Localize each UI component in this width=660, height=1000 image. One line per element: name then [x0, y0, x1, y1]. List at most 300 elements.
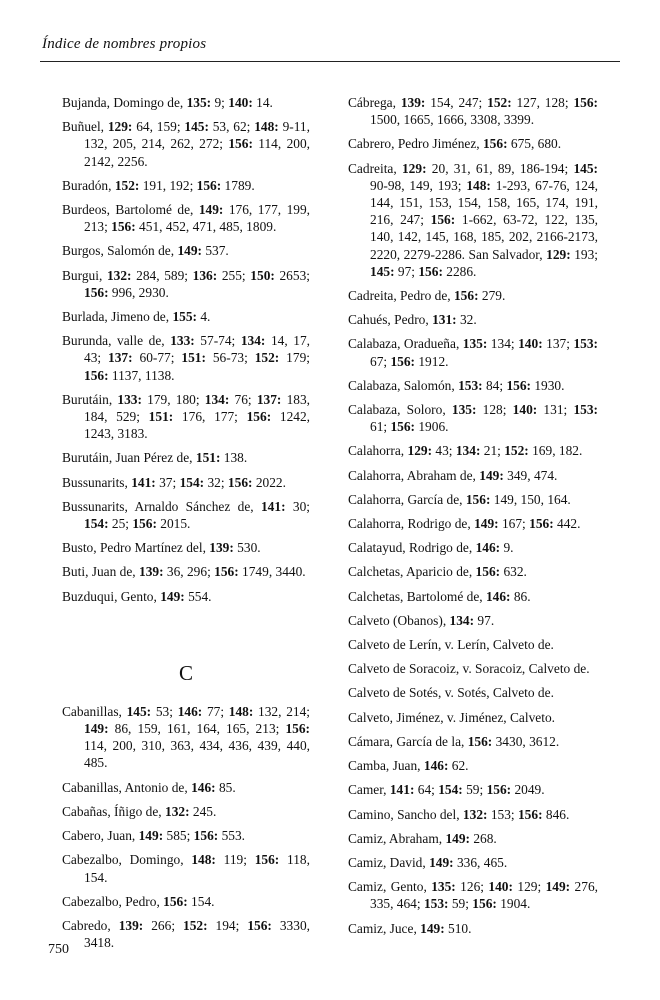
- entry-text: 169, 182.: [528, 443, 583, 459]
- index-entry: [348, 94, 598, 128]
- entry-text: 119;: [215, 852, 255, 868]
- entry-text: 129;: [512, 879, 546, 895]
- entry-text: 1904.: [496, 896, 531, 912]
- entry-text: Burutáin, Juan Pérez de,: [62, 450, 196, 466]
- entry-text: 134;: [487, 336, 519, 352]
- index-entry: [62, 893, 310, 910]
- volume-number: 156:: [228, 136, 253, 152]
- entry-text: 154.: [187, 893, 215, 909]
- entry-text: 530.: [233, 540, 261, 556]
- volume-number: 139:: [209, 540, 234, 556]
- entry-text: 1906.: [415, 419, 449, 435]
- volume-number: 151:: [181, 350, 206, 366]
- entry-text: 149, 150, 164.: [490, 491, 571, 507]
- entry-text: 9-11, 132, 205, 214, 262, 272;: [84, 119, 310, 152]
- entry-text: 37;: [155, 474, 180, 490]
- index-entry: [62, 827, 310, 844]
- entry-text: Cabezalbo, Domingo,: [62, 852, 192, 868]
- index-entry: [348, 539, 598, 556]
- index-entry: [348, 442, 598, 459]
- index-entry: [348, 854, 598, 871]
- index-entry: [348, 709, 598, 726]
- volume-number: 137:: [108, 350, 133, 366]
- entry-text: 14, 17, 43;: [84, 333, 311, 366]
- volume-number: 149:: [474, 516, 499, 532]
- volume-number: 156:: [465, 491, 491, 507]
- volume-number: 132:: [106, 267, 132, 283]
- entry-text: 2049.: [511, 782, 545, 798]
- index-entry: [348, 660, 598, 677]
- entry-text: 996, 2930.: [108, 284, 169, 300]
- index-entry: [348, 878, 598, 912]
- volume-number: 135:: [451, 402, 477, 418]
- entry-text: 336, 465.: [453, 854, 508, 870]
- entry-text: 59;: [448, 896, 473, 912]
- entry-text: 36, 296;: [163, 564, 215, 580]
- index-entry: [62, 474, 310, 491]
- entry-text: Cámara, García de la,: [348, 733, 468, 749]
- entries-b-section: [62, 94, 310, 605]
- volume-number: 156:: [132, 516, 157, 532]
- volume-number: 139:: [118, 917, 144, 933]
- volume-number: 133:: [170, 333, 195, 349]
- entry-text: 349, 474.: [503, 467, 558, 483]
- entry-text: 632.: [500, 564, 527, 580]
- volume-number: 137:: [256, 391, 282, 407]
- section-letter: C: [178, 660, 193, 685]
- entry-text: Cadreita, Pedro de,: [348, 288, 454, 304]
- index-entry: [62, 917, 310, 951]
- volume-number: 156:: [475, 564, 501, 580]
- volume-number: 152:: [114, 177, 140, 193]
- index-entry: [62, 308, 310, 325]
- index-entry: [62, 588, 310, 605]
- volume-number: 146:: [423, 758, 449, 774]
- entry-text: Calatayud, Rodrigo de,: [348, 540, 476, 556]
- entry-text: 67;: [370, 353, 391, 369]
- volume-number: 135:: [431, 879, 456, 895]
- entry-text: Buzduqui, Gento,: [62, 588, 161, 604]
- volume-number: 151:: [195, 450, 221, 466]
- volume-number: 156:: [472, 896, 497, 912]
- index-entry: [348, 491, 598, 508]
- index-entry: [62, 851, 310, 885]
- entry-text: 61;: [370, 419, 391, 435]
- entry-text: 138.: [220, 450, 248, 466]
- entry-text: Cadreita,: [348, 160, 402, 176]
- entry-text: 176, 177;: [173, 409, 247, 425]
- volume-number: 148:: [191, 852, 216, 868]
- index-entry: [62, 177, 310, 194]
- index-entry: [348, 160, 598, 280]
- volume-number: 146:: [485, 588, 511, 604]
- entry-text: Burlada, Jimeno de,: [62, 309, 173, 325]
- entry-text: 21;: [480, 443, 505, 459]
- index-entry: [348, 515, 598, 532]
- entry-text: 846.: [542, 806, 570, 822]
- volume-number: 149:: [198, 202, 224, 218]
- entry-text: 3330, 3418.: [84, 917, 310, 951]
- volume-number: 149:: [429, 854, 454, 870]
- volume-number: 148:: [254, 119, 279, 135]
- entry-text: Buradón,: [62, 177, 115, 193]
- entry-text: Calabaza, Salomón,: [348, 377, 459, 393]
- volume-number: 156:: [573, 95, 598, 110]
- volume-number: 153:: [423, 896, 449, 912]
- volume-number: 156:: [390, 419, 416, 435]
- volume-number: 149:: [479, 467, 504, 483]
- volume-number: 154:: [179, 474, 205, 490]
- volume-number: 156:: [214, 564, 239, 580]
- volume-number: 131:: [432, 312, 457, 328]
- volume-number: 156:: [285, 721, 310, 737]
- volume-number: 153:: [573, 336, 598, 352]
- volume-number: 135:: [462, 336, 488, 352]
- volume-number: 156:: [453, 288, 479, 304]
- entry-text: Burgui,: [62, 267, 107, 283]
- index-entry: [348, 377, 598, 394]
- volume-number: 146:: [177, 703, 203, 719]
- entry-text: Calchetas, Aparicio de,: [348, 564, 476, 580]
- entry-text: 1137, 1138.: [108, 367, 175, 383]
- entry-text: 62.: [448, 758, 469, 774]
- volume-number: 155:: [172, 309, 197, 325]
- index-entry: [62, 267, 310, 301]
- entry-text: Calabaza, Oradueña,: [348, 336, 463, 352]
- entry-text: Calahorra, García de,: [348, 491, 466, 507]
- entry-text: 255;: [217, 267, 251, 283]
- volume-number: 156:: [246, 409, 272, 425]
- index-entry: [348, 612, 598, 629]
- volume-number: 156:: [529, 516, 554, 532]
- volume-number: 134:: [455, 443, 481, 459]
- entry-text: 3430, 3612.: [492, 733, 560, 749]
- entry-text: 90-98, 149, 193;: [370, 177, 467, 193]
- entry-text: 183, 184, 529;: [84, 391, 310, 425]
- entry-text: Buñuel,: [62, 119, 108, 135]
- entry-text: 554.: [184, 588, 212, 604]
- entry-text: 53;: [151, 703, 178, 719]
- index-entry: [348, 733, 598, 750]
- volume-number: 149:: [138, 828, 164, 844]
- entry-text: Camiz, Abraham,: [348, 830, 446, 846]
- index-entry: [348, 467, 598, 484]
- entry-text: Camiz, Gento,: [348, 879, 432, 895]
- entry-text: Cabezalbo, Pedro,: [62, 893, 164, 909]
- index-entry: [348, 830, 598, 847]
- entry-text: 4.: [197, 309, 211, 325]
- entry-text: 59;: [462, 782, 487, 798]
- volume-number: 145:: [370, 263, 395, 279]
- volume-number: 154:: [84, 516, 109, 532]
- entry-text: 9.: [500, 540, 514, 556]
- entry-text: 2022.: [252, 474, 286, 490]
- volume-number: 134:: [204, 391, 230, 407]
- volume-number: 136:: [192, 267, 218, 283]
- entry-text: 128;: [476, 402, 513, 418]
- volume-number: 152:: [254, 350, 280, 366]
- index-entry: [348, 757, 598, 774]
- index-entry: [62, 391, 310, 443]
- entry-text: 179, 180;: [141, 391, 205, 407]
- volume-number: 140:: [512, 402, 538, 418]
- volume-number: 129:: [107, 119, 133, 135]
- entry-text: 56-73;: [205, 350, 255, 366]
- entry-text: 193;: [570, 246, 599, 262]
- entry-text: 97;: [394, 263, 419, 279]
- entries-c-section: [62, 703, 310, 951]
- volume-number: 151:: [148, 409, 174, 425]
- volume-number: 146:: [475, 540, 501, 556]
- entry-text: Cabredo,: [62, 917, 119, 933]
- entry-text: Cabero, Juan,: [62, 828, 139, 844]
- volume-number: 148:: [228, 703, 254, 719]
- entry-text: Calveto, Jiménez, v. Jiménez, Calveto.: [348, 709, 555, 725]
- entry-text: Calveto de Lerín, v. Lerín, Calveto de.: [348, 637, 554, 653]
- entry-text: 153;: [487, 806, 518, 822]
- entry-text: Camiz, Juce,: [348, 920, 421, 936]
- volume-number: 156:: [486, 782, 512, 798]
- entry-text: 268.: [469, 830, 497, 846]
- volume-number: 149:: [177, 243, 202, 259]
- volume-number: 156:: [163, 893, 188, 909]
- volume-number: 156:: [227, 474, 253, 490]
- entry-text: 284, 589;: [131, 267, 193, 283]
- entry-text: 451, 452, 471, 485, 1809.: [135, 219, 277, 235]
- volume-number: 145:: [126, 703, 152, 719]
- volume-number: 154:: [438, 782, 463, 798]
- index-entry: [62, 201, 310, 235]
- entry-text: Busto, Pedro Martínez del,: [62, 540, 210, 556]
- entry-text: 553.: [218, 828, 245, 844]
- volume-number: 156:: [254, 852, 280, 868]
- volume-number: 145:: [184, 119, 209, 135]
- volume-number: 139:: [139, 564, 164, 580]
- volume-number: 135:: [186, 95, 212, 110]
- index-entry: [62, 703, 310, 772]
- volume-number: 141:: [389, 782, 415, 798]
- entry-text: Calahorra, Abraham de,: [348, 467, 480, 483]
- index-entry: [348, 588, 598, 605]
- volume-number: 141:: [131, 474, 156, 490]
- entry-text: 675, 680.: [507, 136, 562, 152]
- volume-number: 140:: [228, 95, 253, 110]
- volume-number: 149:: [84, 721, 109, 737]
- entry-text: 53, 62;: [208, 119, 255, 135]
- entry-text: 1912.: [415, 353, 449, 369]
- volume-number: 156:: [418, 263, 443, 279]
- entry-text: 9;: [211, 95, 229, 110]
- volume-number: 156:: [517, 806, 543, 822]
- entry-text: 245.: [189, 803, 217, 819]
- index-entry: [62, 94, 310, 111]
- volume-number: 152:: [183, 917, 208, 933]
- entry-text: Calveto (Obanos),: [348, 612, 450, 628]
- volume-number: 129:: [407, 443, 433, 459]
- entry-text: 76;: [229, 391, 257, 407]
- page-number: 750: [48, 942, 69, 957]
- index-entry: [62, 449, 310, 466]
- index-entry: [348, 401, 598, 435]
- volume-number: 156:: [84, 367, 109, 383]
- volume-number: 156:: [84, 284, 109, 300]
- entry-text: Camiz, David,: [348, 854, 430, 870]
- entry-text: 1242, 1243, 3183.: [84, 409, 310, 442]
- volume-number: 149:: [545, 879, 571, 895]
- volume-number: 156:: [467, 733, 493, 749]
- entry-text: Cábrega,: [348, 95, 401, 110]
- entry-text: 86, 159, 161, 164, 165, 213;: [108, 721, 286, 737]
- entry-text: Camer,: [348, 782, 390, 798]
- entry-text: Cabanillas, Antonio de,: [62, 779, 192, 795]
- entry-text: Cahués, Pedro,: [348, 312, 433, 328]
- entry-text: Burgos, Salomón de,: [62, 243, 178, 259]
- entry-text: 585;: [163, 828, 194, 844]
- entry-text: 137;: [542, 336, 574, 352]
- entry-text: 85.: [215, 779, 236, 795]
- volume-number: 134:: [240, 333, 266, 349]
- entry-text: 1789.: [221, 177, 255, 193]
- index-entry: [348, 135, 598, 152]
- volume-number: 153:: [573, 402, 598, 418]
- index-entry: [62, 779, 310, 796]
- entry-text: 276, 335, 464;: [370, 879, 598, 912]
- volume-number: 156:: [430, 212, 456, 228]
- index-entry: [348, 920, 598, 937]
- entry-text: Bujanda, Domingo de,: [62, 95, 187, 110]
- entry-text: Calahorra, Rodrigo de,: [348, 516, 475, 532]
- entry-text: Calveto de Sotés, v. Sotés, Calveto de.: [348, 685, 554, 701]
- running-head: Índice de nombres propios: [42, 36, 207, 52]
- entry-text: Bussunarits, Arnaldo Sánchez de,: [62, 498, 261, 514]
- volume-number: 146:: [191, 779, 216, 795]
- volume-number: 129:: [401, 160, 427, 176]
- entry-text: 1-293, 67-76, 124, 144, 151, 153, 154, 158, 165, 174, 191, 216, 247;: [370, 177, 599, 228]
- entry-text: 97.: [474, 612, 495, 628]
- volume-number: 156:: [506, 377, 531, 393]
- entry-text: 2286.: [442, 263, 477, 279]
- index-entry: [348, 806, 598, 823]
- entry-text: 154, 247;: [425, 95, 488, 110]
- entry-text: 20, 31, 61, 89, 186-194;: [426, 160, 574, 176]
- entry-text: 114, 200, 310, 363, 434, 436, 439, 440, 485.: [84, 738, 310, 771]
- entry-text: 194;: [207, 917, 248, 933]
- entry-text: 1-662, 63-72, 122, 135, 140, 142, 145, 168, 185, 202, 2166-2173, 2220, 2279-2286. San Salvador,: [370, 212, 599, 262]
- header-rule: [40, 61, 620, 62]
- volume-number: 156:: [193, 828, 219, 844]
- index-entry: [348, 563, 598, 580]
- index-entry: [348, 311, 598, 328]
- index-entry: [62, 332, 310, 384]
- volume-number: 134:: [449, 612, 475, 628]
- entry-text: 77;: [202, 703, 229, 719]
- volume-number: 133:: [117, 391, 142, 407]
- index-entry: [348, 781, 598, 798]
- entry-text: 25;: [108, 516, 133, 532]
- entry-text: Burdeos, Bartolomé de,: [62, 202, 199, 218]
- entry-text: Calchetas, Bartolomé de,: [348, 588, 486, 604]
- index-column-right: [348, 94, 598, 944]
- entry-text: 43;: [432, 443, 456, 459]
- entries-c-continued: [348, 94, 598, 937]
- volume-number: 150:: [250, 267, 275, 283]
- volume-number: 156:: [482, 136, 508, 152]
- index-entry: [62, 803, 310, 820]
- entry-text: 279.: [478, 288, 506, 304]
- entry-text: 1749, 3440.: [238, 564, 306, 580]
- volume-number: 149:: [445, 830, 470, 846]
- volume-number: 156:: [196, 177, 222, 193]
- volume-number: 140:: [488, 879, 513, 895]
- volume-number: 156:: [247, 917, 272, 933]
- entry-text: Cabanillas,: [62, 703, 127, 719]
- entry-text: Burunda, valle de,: [62, 333, 171, 349]
- volume-number: 153:: [458, 377, 483, 393]
- volume-number: 132:: [165, 803, 190, 819]
- entry-text: Buti, Juan de,: [62, 564, 139, 580]
- index-entry: [348, 636, 598, 653]
- entry-text: 191, 192;: [139, 177, 197, 193]
- index-entry: [62, 242, 310, 259]
- entry-text: 114, 200, 2142, 2256.: [84, 136, 310, 169]
- entry-text: 131;: [537, 402, 574, 418]
- volume-number: 140:: [518, 336, 543, 352]
- entry-text: 510.: [444, 920, 472, 936]
- volume-number: 141:: [260, 498, 286, 514]
- entry-text: Cabrero, Pedro Jiménez,: [348, 136, 483, 152]
- volume-number: 132:: [462, 806, 488, 822]
- entry-text: 126;: [455, 879, 489, 895]
- entry-text: 14.: [252, 95, 273, 110]
- index-entry: [62, 539, 310, 556]
- entry-text: 86.: [510, 588, 531, 604]
- entry-text: 118, 154.: [84, 852, 310, 885]
- entry-text: Cabañas, Íñigo de,: [62, 803, 166, 819]
- entry-text: 266;: [143, 917, 184, 933]
- entry-text: 30;: [285, 498, 310, 514]
- entry-text: 127, 128;: [511, 95, 574, 110]
- entry-text: 32;: [204, 474, 228, 490]
- volume-number: 156:: [111, 219, 136, 235]
- volume-number: 152:: [504, 443, 529, 459]
- volume-number: 145:: [573, 160, 598, 176]
- entry-text: 442.: [553, 516, 581, 532]
- volume-number: 156:: [390, 353, 416, 369]
- entry-text: Camino, Sancho del,: [348, 806, 463, 822]
- index-entry: [348, 684, 598, 701]
- entry-text: 176, 177, 199, 213;: [84, 202, 310, 235]
- entry-text: 1500, 1665, 1666, 3308, 3399.: [370, 112, 535, 128]
- index-column-left: [62, 94, 310, 958]
- entry-text: 64, 159;: [132, 119, 185, 135]
- volume-number: 152:: [487, 95, 512, 110]
- index-entry: [348, 335, 598, 369]
- volume-number: 129:: [546, 246, 571, 262]
- entry-text: 60-77;: [132, 350, 182, 366]
- entry-text: 537.: [201, 243, 229, 259]
- entry-text: 32.: [456, 312, 477, 328]
- entry-text: Calabaza, Soloro,: [348, 402, 452, 418]
- entry-text: Camba, Juan,: [348, 758, 424, 774]
- entry-text: 179;: [279, 350, 310, 366]
- index-entry: [348, 287, 598, 304]
- index-entry: [62, 563, 310, 580]
- entry-text: 57-74;: [194, 333, 241, 349]
- entry-text: 167;: [498, 516, 530, 532]
- volume-number: 149:: [160, 588, 185, 604]
- volume-number: 149:: [420, 920, 445, 936]
- entry-text: Calahorra,: [348, 443, 408, 459]
